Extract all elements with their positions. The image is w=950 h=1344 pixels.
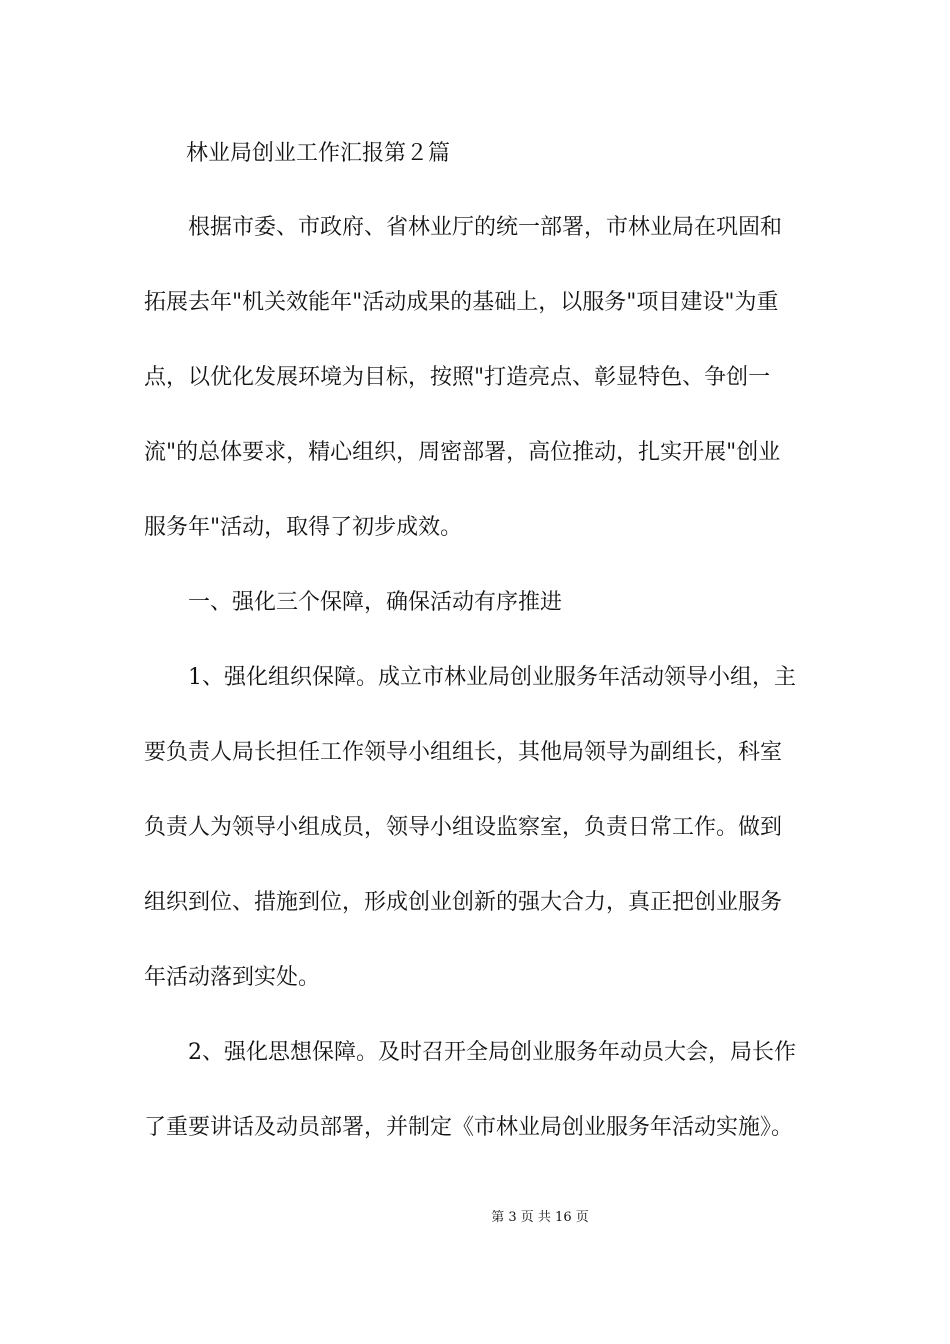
text-line: 负责人为领导小组成员，领导小组设监察室，负责日常工作。做到 xyxy=(144,815,783,840)
section-heading xyxy=(144,565,812,640)
document-title: 林业局创业工作汇报第２篇 xyxy=(186,141,451,166)
text-line: 2、强化思想保障。及时召开全局创业服务年动员大会，局长作 xyxy=(188,1040,796,1065)
page-number-footer: 第 3 页 共 16 页 xyxy=(491,1210,589,1225)
paragraph-intro xyxy=(144,190,812,565)
text-line: 了重要讲话及动员部署，并制定《市林业局创业服务年活动实施》。 xyxy=(144,1115,794,1140)
paragraph-organization xyxy=(144,640,812,1015)
text-line: 服务年"活动，取得了初步成效。 xyxy=(144,515,463,540)
text-line: 一、强化三个保障，确保活动有序推进 xyxy=(188,590,563,615)
text-line: 组织到位、措施到位，形成创业创新的强大合力，真正把创业服务 xyxy=(144,890,783,915)
paragraph-ideology xyxy=(144,1015,812,1165)
text-line: 要负责人局长担任工作领导小组组长，其他局领导为副组长，科室 xyxy=(144,740,783,765)
text-line: 点，以优化发展环境为目标，按照"打造亮点、彰显特色、争创一 xyxy=(144,365,771,390)
text-line: 1、强化组织保障。成立市林业局创业服务年活动领导小组，主 xyxy=(188,665,796,690)
text-line: 流"的总体要求，精心组织，周密部署，高位推动，扎实开展"创业 xyxy=(144,440,781,465)
text-line: 年活动落到实处。 xyxy=(144,965,321,990)
text-line: 根据市委、市政府、省林业厅的统一部署，市林业局在巩固和 xyxy=(188,215,783,240)
text-line: 拓展去年"机关效能年"活动成果的基础上，以服务"项目建设"为重 xyxy=(144,290,779,315)
